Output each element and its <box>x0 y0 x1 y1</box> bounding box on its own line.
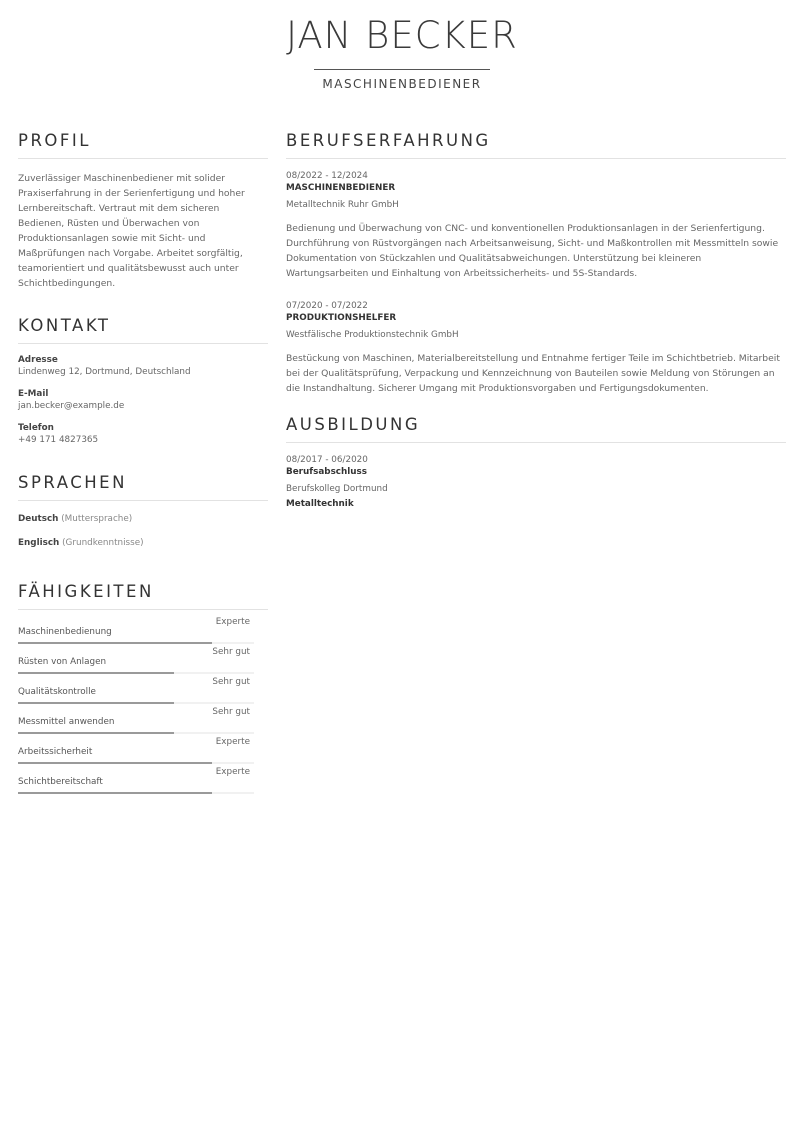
language-name: Englisch <box>18 538 60 548</box>
education-degree: Berufsabschluss <box>286 467 368 477</box>
header-divider <box>314 69 490 70</box>
skill-item <box>18 644 254 674</box>
education-school: Berufskolleg Dortmund <box>286 484 388 494</box>
contact-section <box>18 315 268 446</box>
skill-level: Sehr gut <box>212 707 250 717</box>
skill-level: Sehr gut <box>212 677 250 687</box>
skill-item <box>18 704 254 734</box>
contact-phone-value[interactable]: +49 171 4827365 <box>18 435 99 445</box>
language-item <box>18 513 268 525</box>
job-company: Westfälische Produktionstechnik GmbH <box>286 330 459 340</box>
skills-heading: FÄHIGKEITEN <box>18 581 268 610</box>
skill-item <box>18 764 254 794</box>
experience-heading: BERUFSERFAHRUNG <box>286 130 786 159</box>
profile-section <box>18 130 268 291</box>
languages-section <box>18 472 268 549</box>
skill-bar <box>18 792 254 794</box>
skill-level: Experte <box>215 737 250 747</box>
skill-level: Sehr gut <box>212 647 250 657</box>
language-level: (Muttersprache) <box>61 514 133 524</box>
education-section <box>286 414 786 510</box>
job-title: MASCHINENBEDIENER <box>286 183 396 193</box>
skill-bar-fill <box>18 792 212 794</box>
skill-name: Maschinenbedienung <box>18 627 112 637</box>
language-level: (Grundkenntnisse) <box>62 538 144 548</box>
job-company: Metalltechnik Ruhr GmbH <box>286 200 399 210</box>
skill-name: Arbeitssicherheit <box>18 747 93 757</box>
job-title: PRODUKTIONSHELFER <box>286 313 397 323</box>
experience-section <box>286 130 786 396</box>
skill-item <box>18 674 254 704</box>
candidate-name: JAN BECKER <box>286 14 518 57</box>
contact-email-label: E-Mail <box>18 389 49 399</box>
profile-text: Zuverlässiger Maschinenbediener mit solider Praxiserfahrung in der Serienfertigung und hoher Lernbereitschaft. Vertraut mit dem sicheren Bedienen, Rüsten und Überwachen von Produktionsanlagen sowie mit Sicht- und Maßprüfungen nach Vorgabe. Arbeitet sorgfältig, teamorientiert und qualitätsbewusst auch unter Schichtbedingungen. <box>18 173 245 289</box>
contact-phone-label: Telefon <box>18 423 54 433</box>
language-name: Deutsch <box>18 514 59 524</box>
skill-name: Qualitätskontrolle <box>18 687 96 697</box>
education-heading: AUSBILDUNG <box>286 414 786 443</box>
profile-heading: PROFIL <box>18 130 268 159</box>
candidate-job-title: MASCHINENBEDIENER <box>322 77 482 91</box>
job-date: 07/2020 - 07/2022 <box>286 301 368 311</box>
contact-heading: KONTAKT <box>18 315 268 344</box>
job-entry <box>286 170 786 281</box>
job-description: Bedienung und Überwachung von CNC- und konventionellen Produktionsanlagen in der Serienfertigung. Durchführung von Rüstvorgängen nach Arbeitsanweisung, Sicht- und Maßkontrollen mit Messmitteln sowie Dokumentation von Stückzahlen und Qualitätsabweichungen. Unterstützung bei kleineren Wartungsarbeiten und Einhaltung von Arbeitssicherheits- und 5S-Standards. <box>286 223 779 279</box>
skills-section <box>18 581 268 794</box>
contact-address-label: Adresse <box>18 355 58 365</box>
skill-name: Rüsten von Anlagen <box>18 657 107 667</box>
skill-item <box>18 614 254 644</box>
language-item <box>18 537 268 549</box>
skill-level: Experte <box>215 767 250 777</box>
skill-level: Experte <box>215 617 250 627</box>
right-column <box>286 130 786 510</box>
skill-name: Messmittel anwenden <box>18 717 115 727</box>
contact-phone <box>18 422 268 446</box>
education-field: Metalltechnik <box>286 499 354 509</box>
contact-address <box>18 354 268 378</box>
contact-email-value[interactable]: jan.becker@example.de <box>18 401 125 411</box>
job-entry <box>286 300 786 396</box>
resume-header <box>0 14 804 91</box>
skill-item <box>18 734 254 764</box>
contact-email <box>18 388 268 412</box>
languages-heading: SPRACHEN <box>18 472 268 501</box>
job-date: 08/2022 - 12/2024 <box>286 171 368 181</box>
left-column <box>18 130 268 794</box>
education-date: 08/2017 - 06/2020 <box>286 455 368 465</box>
job-description: Bestückung von Maschinen, Materialbereitstellung und Entnahme fertiger Teile im Schichtbetrieb. Mitarbeit bei der Qualitätsprüfung, Verpackung und Kennzeichnung von Bauteilen sowie Meldung von Störungen an die Instandhaltung. Sicherer Umgang mit Produktionsvorgaben und Fertigungsdokumenten. <box>286 353 780 394</box>
contact-address-value: Lindenweg 12, Dortmund, Deutschland <box>18 367 191 377</box>
education-entry <box>286 454 786 510</box>
skill-name: Schichtbereitschaft <box>18 777 103 787</box>
